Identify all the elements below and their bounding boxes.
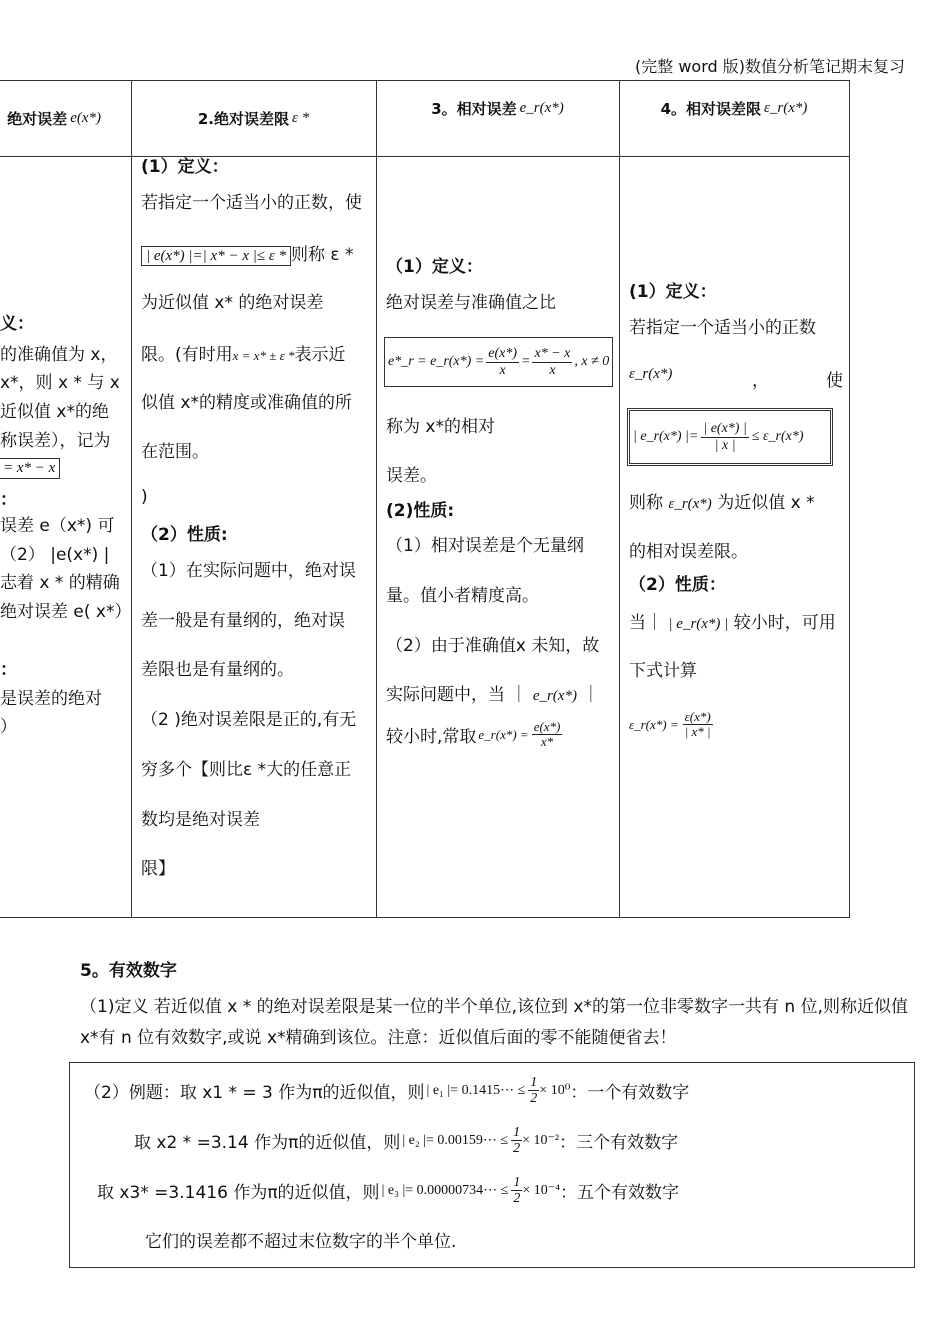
example-power: × 10⁻² xyxy=(522,1133,560,1149)
col4-line: 的相对误差限。 xyxy=(629,542,748,562)
example-box xyxy=(69,1062,915,1268)
header-label: 3。相对误差 xyxy=(431,99,517,118)
col4-calc-lhs: ε_r(x*) = xyxy=(629,716,679,732)
col2-formula: | e(x*) |=| x* − x |≤ ε * xyxy=(141,246,291,266)
example-math: | e₃ |= 0.00000734⋯ ≤ xyxy=(381,1183,509,1199)
col2-line xyxy=(141,340,345,365)
section-paragraph: （1)定义 若近似值 x * 的绝对误差限是某一位的半个单位,该位到 x*的第一位非零数字一共有 n 位,则称近似值 x*有 n 位有效数字,或说 x*精确到该位。注意：近似值后面的零不能随便省去！ xyxy=(80,997,908,1048)
col1-def-heading: 义： xyxy=(0,314,34,334)
example-math: | e₂ |= 0.00159⋯ ≤ xyxy=(402,1133,509,1149)
col3-prop-line xyxy=(386,680,599,705)
col1-prop-line: 绝对误差 e( x*） xyxy=(0,602,132,622)
col2-prop-line: 限】 xyxy=(141,859,175,879)
col4-formula-lhs: | e_r(x*) |= xyxy=(633,429,699,444)
col4-math: ε_r(x*) xyxy=(629,366,673,382)
frac-den: 2 xyxy=(513,1141,521,1157)
col3-line: 误差。 xyxy=(386,466,437,486)
col4-math: ε_r(x*) xyxy=(668,496,712,512)
example-power: × 10⁰ xyxy=(539,1083,571,1099)
col3-frac xyxy=(486,346,519,378)
col4-prop-heading: （2）性质： xyxy=(629,575,726,595)
col3-prop-line: 量。值小者精度高。 xyxy=(386,586,539,606)
col3-frac xyxy=(532,346,572,378)
col3-formula-tail: , x ≠ 0 xyxy=(574,354,610,369)
col2-text: 表示近 xyxy=(294,345,346,365)
col2-prop-line: （2 )绝对误差限是正的,有无 xyxy=(141,710,357,730)
example-power: × 10⁻⁴ xyxy=(522,1183,561,1199)
frac-num: ε(x*) xyxy=(684,709,711,724)
col1-formula: = x* − x xyxy=(0,458,60,479)
col2-prop-line: （1）在实际问题中，绝对误 xyxy=(141,561,356,581)
frac-den: x* xyxy=(540,734,554,750)
col3-prop-line: （1）相对误差是个无量纲 xyxy=(386,536,584,556)
frac-den: | x* | xyxy=(684,724,711,740)
example-suffix: ：五个有效数字 xyxy=(560,1183,680,1204)
col2-formula-line xyxy=(141,240,354,265)
col2-prop-line: 穷多个【则比ε *大的任意正 xyxy=(141,760,352,780)
col4-calc xyxy=(629,710,713,740)
header-math: e(x*) xyxy=(70,109,101,126)
col2-prop-heading: （2）性质: xyxy=(141,525,228,545)
col4-line xyxy=(629,488,815,513)
half-fraction xyxy=(511,1125,522,1157)
col3-prop-line xyxy=(386,720,562,750)
col4-frac xyxy=(683,710,713,740)
col4-formula-rhs: ≤ ε_r(x*) xyxy=(751,429,804,444)
col1-note-line: 是误差的绝对 xyxy=(0,689,102,709)
table-divider xyxy=(619,80,620,918)
example-suffix: ：三个有效数字 xyxy=(559,1133,679,1154)
table-divider xyxy=(131,80,132,918)
half-fraction xyxy=(511,1175,522,1207)
col2-math: x = x* ± ε * xyxy=(232,348,295,363)
col3-text: ｜ xyxy=(582,685,600,705)
col2-line: 为近似值 x* 的绝对误差 xyxy=(141,293,324,313)
col1-note-heading: ： xyxy=(0,660,17,680)
col3-def-heading: （1）定义： xyxy=(386,257,483,277)
col2-line: 若指定一个适当小的正数，使 xyxy=(141,193,362,213)
example-prefix: 取 x3* =3.1416 作为π的近似值，则 xyxy=(97,1183,380,1204)
example-suffix: ：一个有效数字 xyxy=(570,1083,690,1104)
col2-line: 在范围。 xyxy=(141,442,209,462)
col3-line: 绝对误差与准确值之比 xyxy=(386,293,556,313)
frac-num: x* − x xyxy=(534,346,571,362)
table-divider xyxy=(849,80,850,918)
header-math: ε * xyxy=(291,109,310,126)
header-math: ε_r(x*) xyxy=(764,99,808,116)
header-absolute-error-bound xyxy=(131,80,376,156)
col3-frac xyxy=(532,720,563,750)
col1-line: 的准确值为 x， xyxy=(0,345,118,365)
col1-line: 称误差），记为 xyxy=(0,431,111,451)
frac-num: 1 xyxy=(513,1125,521,1140)
col3-formula xyxy=(384,337,613,387)
col4-comma: ， xyxy=(752,371,769,391)
section-heading: 5。有效数字 xyxy=(80,961,177,981)
col1-line: 近似值 x*的绝 xyxy=(0,402,109,422)
col1-note-line: ） xyxy=(0,717,17,737)
frac-den: 2 xyxy=(530,1091,538,1107)
header-label: 4。相对误差限 xyxy=(660,99,762,118)
col4-line xyxy=(629,608,836,633)
table-header-border xyxy=(0,156,850,157)
example-math: | e₁ |= 0.1415⋯ ≤ xyxy=(426,1083,526,1099)
col1-line: x*，则 x * 与 x xyxy=(0,373,120,393)
table-divider xyxy=(376,80,377,918)
header-label: 绝对误差 xyxy=(7,109,68,128)
col4-text: 使 xyxy=(826,371,843,391)
frac-num: e(x*) xyxy=(533,719,561,734)
col3-prop-line: （2）由于准确值x 未知，故 xyxy=(386,636,600,656)
col1-prop-line: 误差 e（x*) 可 xyxy=(0,516,115,536)
col3-formula-lhs: e*_r = e_r(x*) = xyxy=(388,354,485,369)
frac-num: e(x*) xyxy=(488,346,518,362)
col4-text: 则称 xyxy=(629,493,663,513)
col3-math: e_r(x*) = xyxy=(478,726,529,742)
example-prefix: 取 x2 * =3.14 作为π的近似值，则 xyxy=(134,1133,401,1154)
document-title: (完整 word 版)数值分析笔记期末复习 xyxy=(635,57,905,76)
col4-text: 为近似值 x * xyxy=(717,493,815,513)
col4-text: 当｜ xyxy=(629,613,663,633)
col1-prop-line: 志着 x * 的精确 xyxy=(0,573,120,593)
table-bottom-border xyxy=(0,917,850,918)
col2-text: 限。(有时用 xyxy=(141,345,233,365)
col3-text: 较小时,常取 xyxy=(386,727,477,748)
example-prefix: （2）例题：取 x1 * = 3 作为π的近似值，则 xyxy=(84,1083,425,1104)
col3-math: e_r(x*) xyxy=(532,688,577,704)
col2-prop-line: 差一般是有量纲的，绝对误 xyxy=(141,611,345,631)
header-label: 2.绝对误差限 xyxy=(197,109,289,128)
header-absolute-error xyxy=(0,80,131,156)
frac-num: 1 xyxy=(530,1075,538,1090)
header-math: e_r(x*) xyxy=(519,99,564,116)
col2-after-formula: 则称 ε * xyxy=(291,245,354,265)
half-fraction xyxy=(528,1075,539,1107)
col4-math: | e_r(x*) | xyxy=(668,616,729,632)
col4-text: 较小时，可用 xyxy=(733,613,836,633)
example-line xyxy=(97,1175,679,1207)
example-conclusion: 它们的误差都不超过末位数字的半个单位. xyxy=(145,1232,457,1252)
example-line xyxy=(134,1125,678,1157)
col2-def-heading: (1）定义： xyxy=(141,157,229,177)
col4-frac xyxy=(701,421,748,453)
col3-prop-heading: (2)性质: xyxy=(386,501,455,521)
col4-line: 若指定一个适当小的正数 xyxy=(629,318,816,338)
col4-def-heading: (1）定义： xyxy=(629,282,717,302)
header-relative-error-bound xyxy=(619,88,849,128)
col2-prop-line: 数均是绝对误差 xyxy=(141,810,260,830)
col4-line: 下式计算 xyxy=(629,661,697,681)
col2-line: ) xyxy=(141,487,148,507)
frac-num: 1 xyxy=(513,1175,521,1190)
col2-line: 似值 x*的精度或准确值的所 xyxy=(141,393,352,413)
col3-line: 称为 x*的相对 xyxy=(386,417,495,437)
col2-prop-line: 差限也是有量纲的。 xyxy=(141,660,294,680)
frac-num: | e(x*) | xyxy=(703,421,747,437)
frac-den: | x | xyxy=(714,437,736,453)
frac-den: x xyxy=(499,362,506,378)
frac-den: x xyxy=(549,362,556,378)
col3-eq: = xyxy=(521,354,531,369)
col3-text: 实际问题中，当 ｜ xyxy=(386,685,528,705)
example-line xyxy=(84,1075,689,1107)
col1-prop-heading: ： xyxy=(0,490,17,510)
frac-den: 2 xyxy=(513,1191,521,1207)
header-relative-error xyxy=(376,88,619,128)
col1-prop-line: （2） |e(x*) | xyxy=(0,545,110,565)
col4-formula xyxy=(629,410,831,464)
